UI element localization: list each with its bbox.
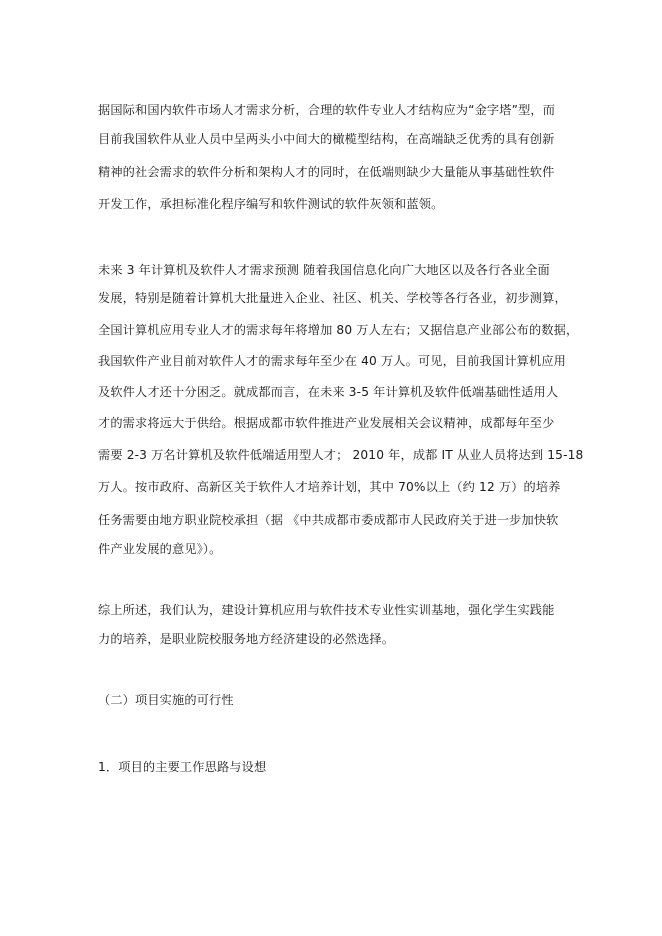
text-line: 万人。按市政府、高新区关于软件人才培养计划，其中 70%以上（约 12 万）的培养 [98,480,561,494]
text-line: 任务需要由地方职业院校承担（据 《中共成都市委成都市人民政府关于进一步加快软 [98,513,559,527]
text-line: 力的培养，是职业院校服务地方经济建设的必然选择。 [98,632,395,646]
section-heading: （二）项目实施的可行性 [98,693,234,707]
text-line: 我国软件产业目前对软件人才的需求每年至少在 40 万人。可见，目前我国计算机应用 [98,354,567,368]
text-line: 综上所述，我们认为，建设计算机应用与软件技术专业性实训基地，强化学生实践能 [98,603,555,617]
text-line: 件产业发展的意见》）。 [98,542,222,556]
text-line: 据国际和国内软件市场人才需求分析，合理的软件专业人才结构应为“金字塔”型，而 [98,103,556,117]
text-line: 发展，特别是随着计算机大批量进入企业、社区、机关、学校等各行各业，初步测算， [98,291,567,305]
text-line: 需要 2-3 万名计算机及软件低端适用型人才； 2010 年，成都 IT 从业人员将达到 15-18 [98,448,584,462]
text-line: 开发工作，承担标准化程序编写和软件测试的软件灰领和蓝领。 [98,197,444,211]
text-line: 全国计算机应用专业人才的需求每年将增加 80 万人左右；又据信息产业部公布的数据， [98,323,579,337]
subsection-heading: 1．项目的主要工作思路与设想 [98,760,267,774]
text-line: 未来 3 年计算机及软件人才需求预测 随着我国信息化向广大地区以及各行各业全面 [98,263,550,277]
text-line: 及软件人才还十分困乏。就成都而言，在未来 3-5 年计算机及软件低端基础性适用人 [98,385,559,399]
text-line: 精神的社会需求的软件分析和架构人才的同时，在低端则缺少大量能从事基础性软件 [98,165,555,179]
text-line: 才的需求将远大于供给。根据成都市软件推进产业发展相关会议精神，成都每年至少 [98,416,555,430]
text-line: 目前我国软件从业人员中呈两头小中间大的橄榄型结构，在高端缺乏优秀的具有创新 [98,132,555,146]
